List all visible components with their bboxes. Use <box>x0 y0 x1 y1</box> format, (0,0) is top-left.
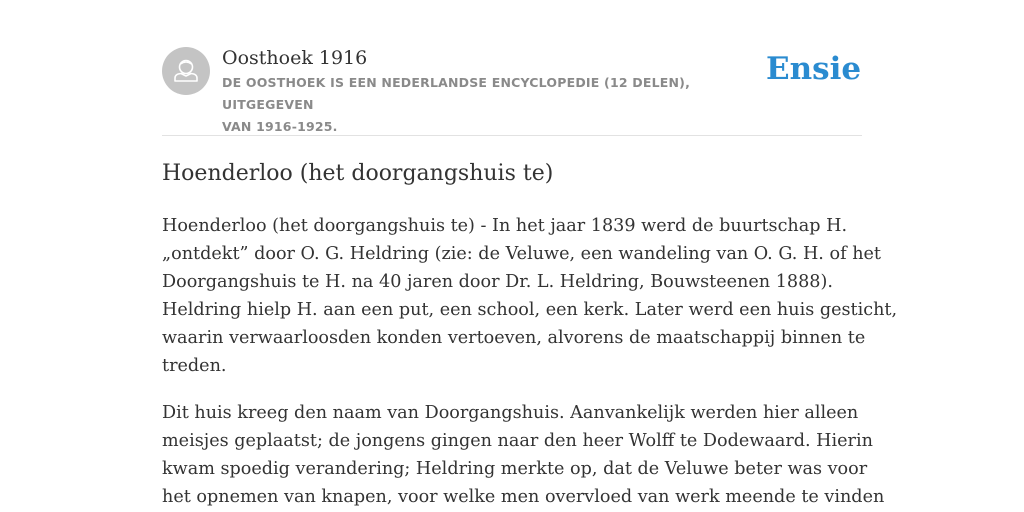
article-body <box>162 212 898 512</box>
user-avatar-icon <box>162 47 210 95</box>
paragraph-line: kwam spoedig verandering; Heldring merkte op, dat de Veluwe beter was voor <box>162 459 868 479</box>
header-divider <box>162 135 862 136</box>
paragraph-line: „ontdekt” door O. G. Heldring (zie: de Veluwe, een wandeling van O. G. H. of het <box>162 244 882 264</box>
article-paragraph <box>162 212 898 380</box>
source-description-line: DE OOSTHOEK IS EEN NEDERLANDSE ENCYCLOPEDIE (12 DELEN), UITGEGEVEN <box>222 75 691 112</box>
paragraph-line: Doorgangshuis te H. na 40 jaren door Dr. L. Heldring, Bouwsteenen 1888). <box>162 272 833 292</box>
paragraph-line: Dit huis kreeg den naam van Doorgangshuis. Aanvankelijk werden hier alleen <box>162 403 859 423</box>
paragraph-line: het opnemen van knapen, voor welke men overvloed van werk meende te vinden <box>162 487 885 507</box>
paragraph-line: meisjes geplaatst; de jongens gingen naar den heer Wolff te Dodewaard. Hierin <box>162 431 873 451</box>
paragraph-line: Heldring hielp H. aan een put, een school, een kerk. Later werd een huis gesticht, <box>162 300 898 320</box>
paragraph-line: waarin verwaarloosden konden vertoeven, alvorens de maatschappij binnen te <box>162 328 866 348</box>
paragraph-line: treden. <box>162 356 227 376</box>
source-description <box>222 72 762 138</box>
article-title: Hoenderloo (het doorgangshuis te) <box>162 161 554 186</box>
article-paragraph <box>162 399 885 511</box>
paragraph-line: Hoenderloo (het doorgangshuis te) - In het jaar 1839 werd de buurtschap H. <box>162 216 848 236</box>
brand-logo[interactable]: Ensie <box>766 51 862 87</box>
source-description-line: VAN 1916-1925. <box>222 119 338 134</box>
source-header <box>162 46 862 136</box>
source-title[interactable]: Oosthoek 1916 <box>222 47 368 69</box>
